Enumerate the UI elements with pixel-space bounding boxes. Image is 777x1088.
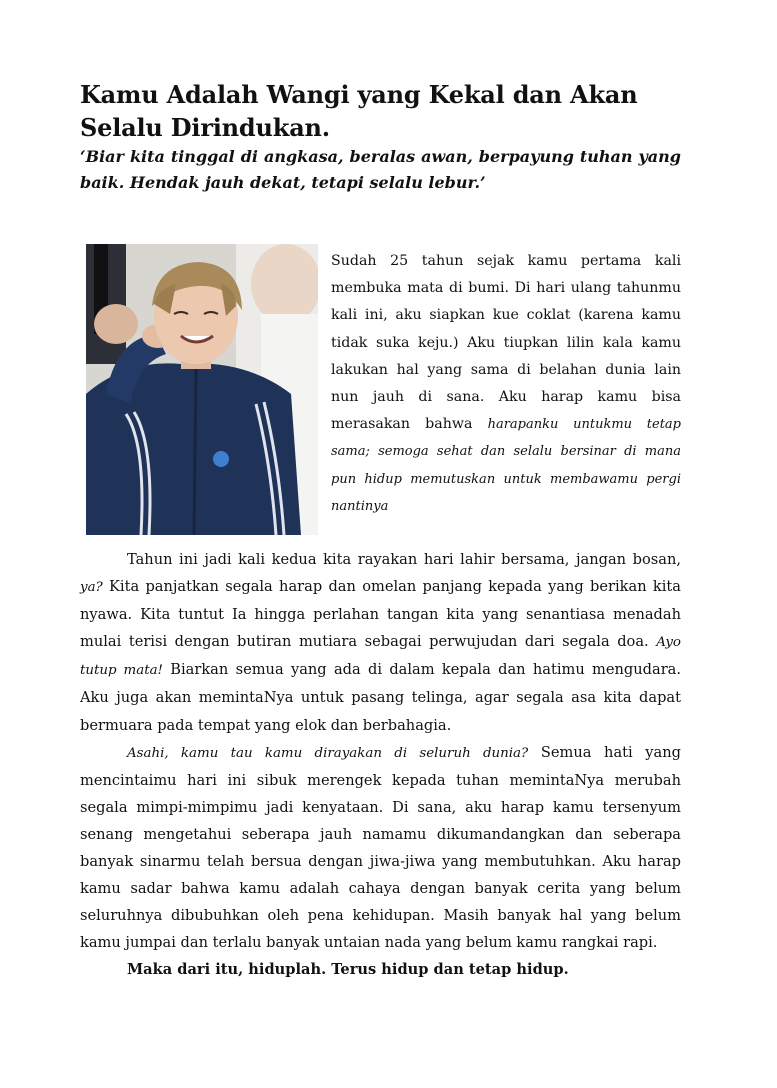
portrait-photo [86,244,318,535]
paragraph-1 [80,546,681,739]
document-title: Kamu Adalah Wangi yang Kekal dan Akan Selalu Dirindukan. [80,80,638,142]
lead-paragraph [331,248,681,520]
paragraph-1-italic-a: ya? [80,580,103,596]
lead-section [80,244,681,540]
document-page [80,78,681,984]
closing-line: Maka dari itu, hiduplah. Terus hidup dan tetap hidup. [127,961,569,979]
paragraph-1-text-b: Kita panjatkan segala harap dan omelan panjang kepada yang berikan kita nyawa. Kita tuntut Ia hingga perlahan tangan kita yang senantiasa menadah mulai terisi dengan butiran mutiara sebagai perwujudan dari segala doa. [80,578,681,651]
lead-italic-text: harapanku untukmu tetap sama; semoga sehat dan selalu bersinar di mana pun hidup memutuskan untuk membawamu pergi nantinya [331,417,682,514]
lead-text: Sudah 25 tahun sejak kamu pertama kali membuka mata di bumi. Di hari ulang tahunmu kali ini, aku siapkan kue coklat (karena kamu tidak suka keju.) Aku tiupkan lilin kala kamu lakukan hal yang sama di belahan dunia lain nun jauh di sana. Aku harap kamu bisa merasakan bahwa [331,253,681,433]
paragraph-1-text-a: Tahun ini jadi kali kedua kita rayakan hari lahir bersama, jangan bosan, [127,551,681,568]
body-text [80,546,681,984]
paragraph-1-text-c: Biarkan semua yang ada di dalam kepala dan hatimu mengudara. Aku juga akan memintaNya untuk pasang telinga, agar segala asa kita dapat bermuara pada tempat yang elok dan berbahagia. [80,661,682,734]
paragraph-2-italic: Asahi, kamu tau kamu dirayakan di seluruh dunia? [127,745,529,761]
paragraph-1-italic-b: Ayo tutup mata! [80,635,681,679]
document-subtitle-quote: ‘Biar kita tinggal di angkasa, beralas awan, berpayung tuhan yang baik. Hendak jauh dekat, tetapi selalu lebur.’ [80,147,681,192]
paragraph-2 [80,739,681,957]
paragraph-2-text: Semua hati yang mencintaimu hari ini sibuk merengek kepada tuhan memintaNya merubah segala mimpi-mimpimu jadi kenyataan. Di sana, aku harap kamu tersenyum senang mengetahui seberapa jauh namamu dikumandangkan dan seberapa banyak sinarmu telah bersua dengan jiwa-jiwa yang membutuhkan. Aku harap kamu sadar bahwa kamu adalah cahaya dengan banyak cerita yang belum seluruhnya dibubuhkan oleh pena kehidupan. Masih banyak hal yang belum kamu jumpai dan terlalu banyak untaian nada yang belum kamu rangkai rapi. [80,743,681,952]
